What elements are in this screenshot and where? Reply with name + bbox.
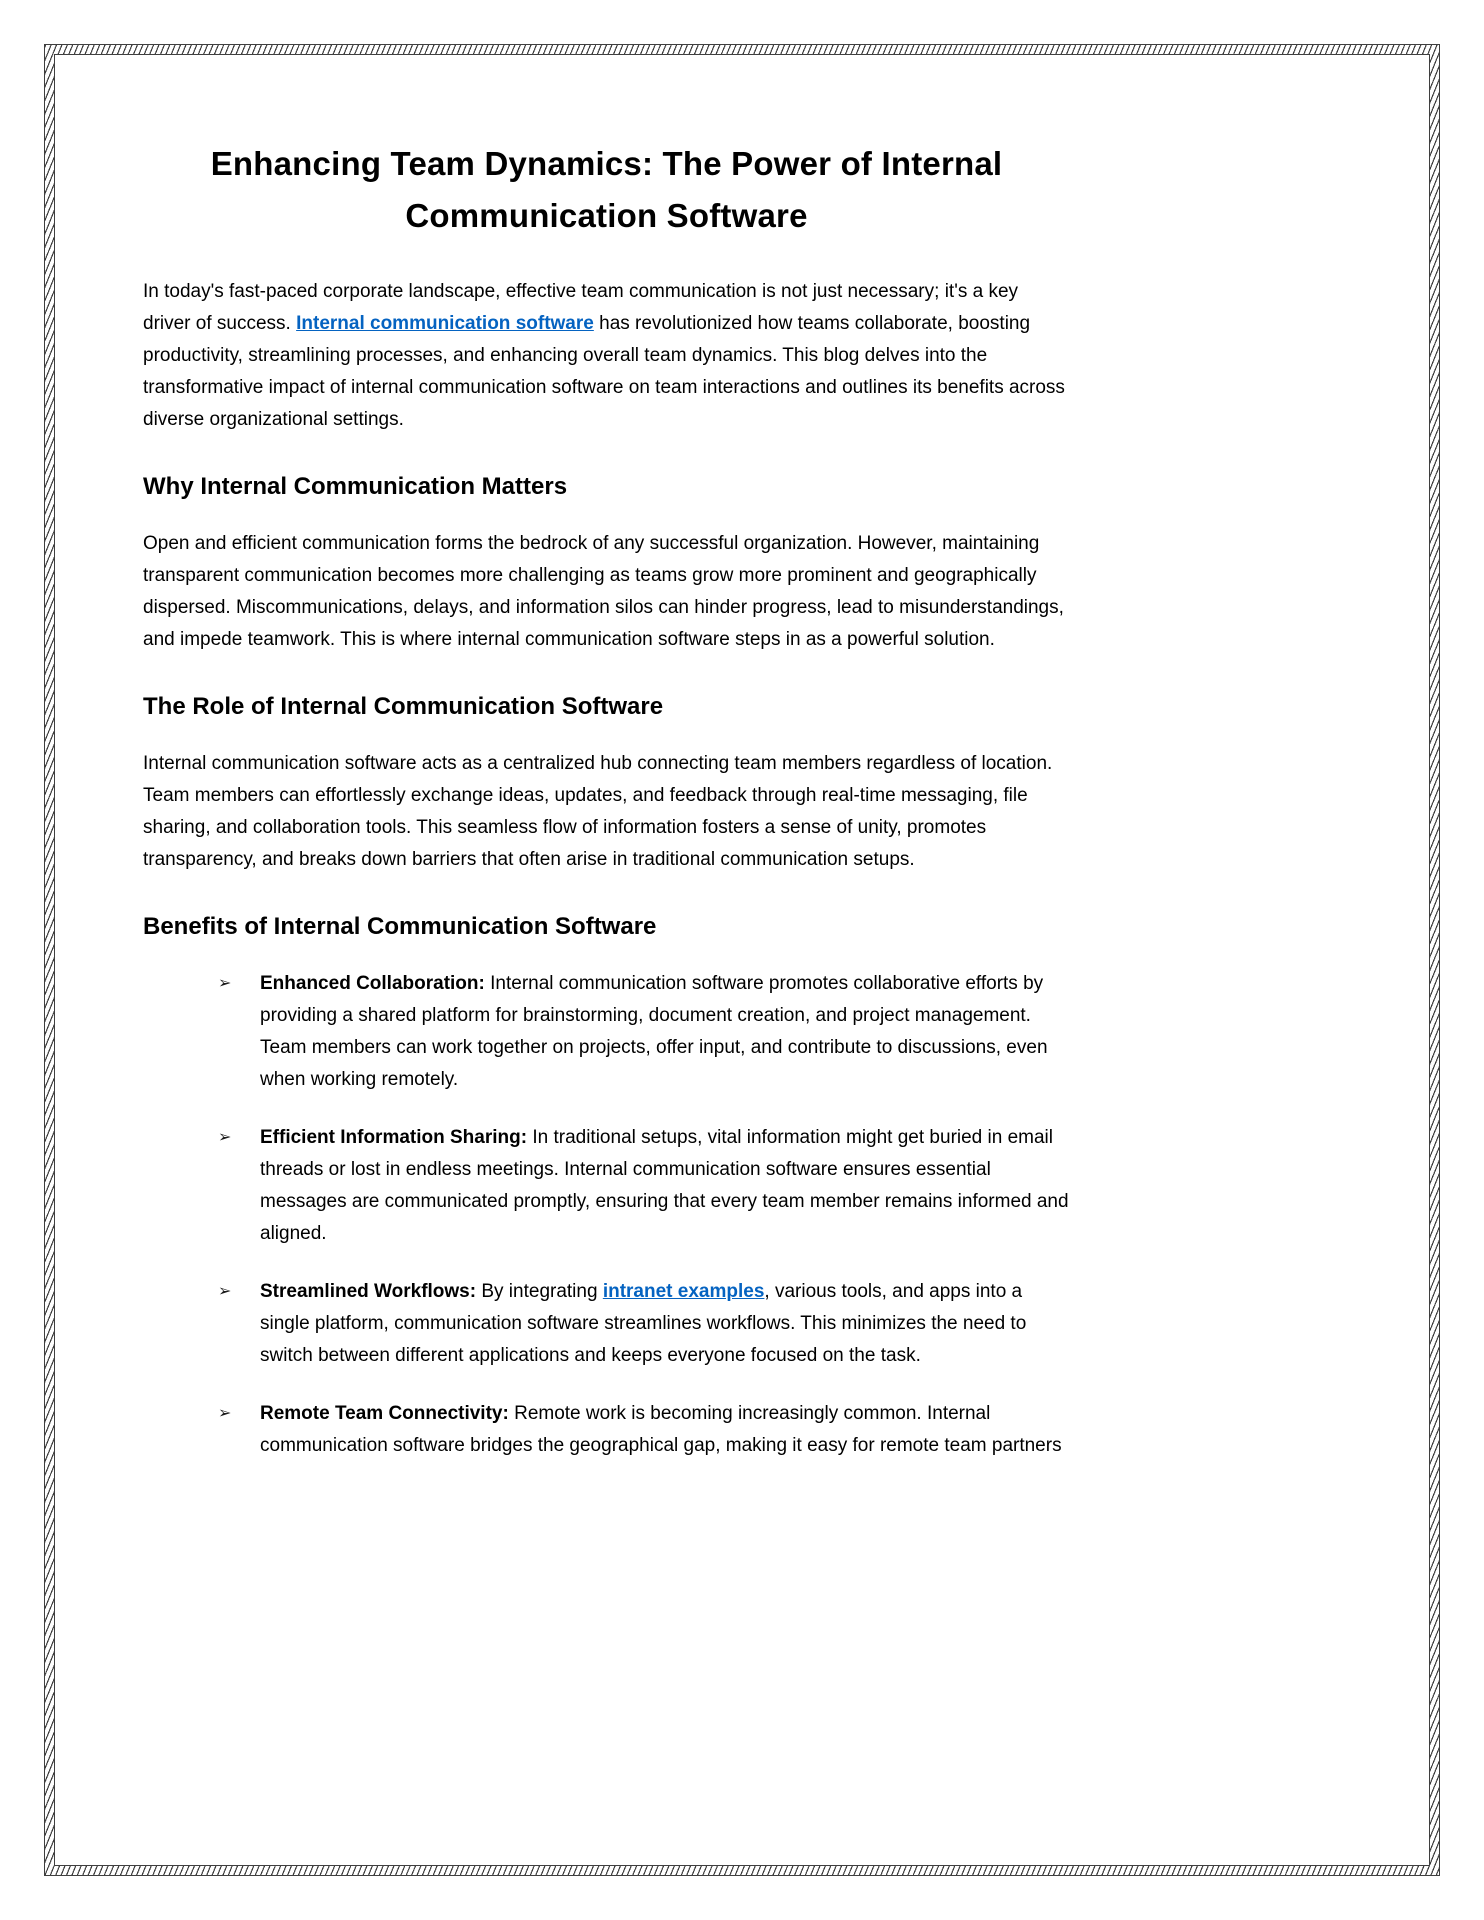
intro-paragraph	[143, 276, 1070, 436]
section-paragraph-role	[143, 748, 1070, 876]
list-item-efficient-information-sharing	[218, 1122, 1070, 1250]
list-item-streamlined-workflows	[218, 1276, 1070, 1372]
section-paragraph-why-matters	[143, 528, 1070, 656]
arrow-bullet-icon: ➢	[218, 1129, 232, 1146]
bold-text-run: Efficient Information Sharing:	[260, 1127, 533, 1148]
arrow-bullet-icon: ➢	[218, 1405, 232, 1422]
inline-link[interactable]: Internal communication software	[296, 313, 594, 334]
list-item-remote-team-connectivity	[218, 1398, 1070, 1462]
section-heading-why-matters: Why Internal Communication Matters	[143, 473, 568, 500]
text-run: Internal communication software promotes collaborative efforts by providing a shared platform for brainstorming, document creation, and project management. Team members can work together on projects, offer input, and contribute to discussions, even when working remotely.	[260, 973, 1048, 1090]
list-item-text	[260, 1122, 1070, 1250]
bold-text-run: Streamlined Workflows:	[260, 1281, 482, 1302]
list-item-enhanced-collaboration	[218, 968, 1070, 1096]
list-item-text	[260, 1276, 1070, 1372]
section-heading-benefits: Benefits of Internal Communication Software	[143, 913, 657, 940]
list-item-text	[260, 968, 1070, 1096]
text-run: In traditional setups, vital information might get buried in email threads or lost in endless meetings. Internal communication software ensures essential messages are communicated promptly, ensuring that every team member remains informed and aligned.	[260, 1127, 1069, 1244]
text-run: By integrating	[481, 1281, 603, 1302]
text-run: In today's fast-paced corporate landscape, effective team communication is not just necessary; it's a key driver of success.	[143, 281, 1019, 334]
document-title: Enhancing Team Dynamics: The Power of Internal Communication Software	[210, 145, 1003, 234]
arrow-bullet-icon: ➢	[218, 975, 232, 992]
text-run: Open and efficient communication forms the bedrock of any successful organization. However, maintaining transparent communication becomes more challenging as teams grow more prominent and geographically dispersed. Miscommunications, delays, and information silos can hinder progress, lead to misunderstandings, and impede teamwork. This is where internal communication software steps in as a powerful solution.	[143, 533, 1064, 650]
arrow-bullet-icon: ➢	[218, 1283, 232, 1300]
document-content	[143, 138, 1070, 1488]
text-run: , various tools, and apps into a single platform, communication software streamlines workflows. This minimizes the need to switch between different applications and keeps everyone focused on the task.	[260, 1281, 1027, 1366]
benefits-list	[143, 968, 1070, 1462]
bold-text-run: Remote Team Connectivity:	[260, 1403, 515, 1424]
text-run: has revolutionized how teams collaborate, boosting productivity, streamlining processes, and enhancing overall team dynamics. This blog delves into the transformative impact of internal communication software on team interactions and outlines its benefits across diverse organizational settings.	[143, 313, 1065, 430]
section-heading-role: The Role of Internal Communication Software	[143, 693, 664, 720]
list-item-text	[260, 1398, 1070, 1462]
text-run: Remote work is becoming increasingly common. Internal communication software bridges the geographical gap, making it easy for remote team partners	[260, 1403, 1062, 1456]
text-run: Internal communication software acts as a centralized hub connecting team members regardless of location. Team members can effortlessly exchange ideas, updates, and feedback through real-time messaging, file sharing, and collaboration tools. This seamless flow of information fosters a sense of unity, promotes transparency, and breaks down barriers that often arise in traditional communication setups.	[143, 753, 1053, 870]
bold-text-run: Enhanced Collaboration:	[260, 973, 491, 994]
inline-link[interactable]: intranet examples	[602, 1281, 765, 1302]
